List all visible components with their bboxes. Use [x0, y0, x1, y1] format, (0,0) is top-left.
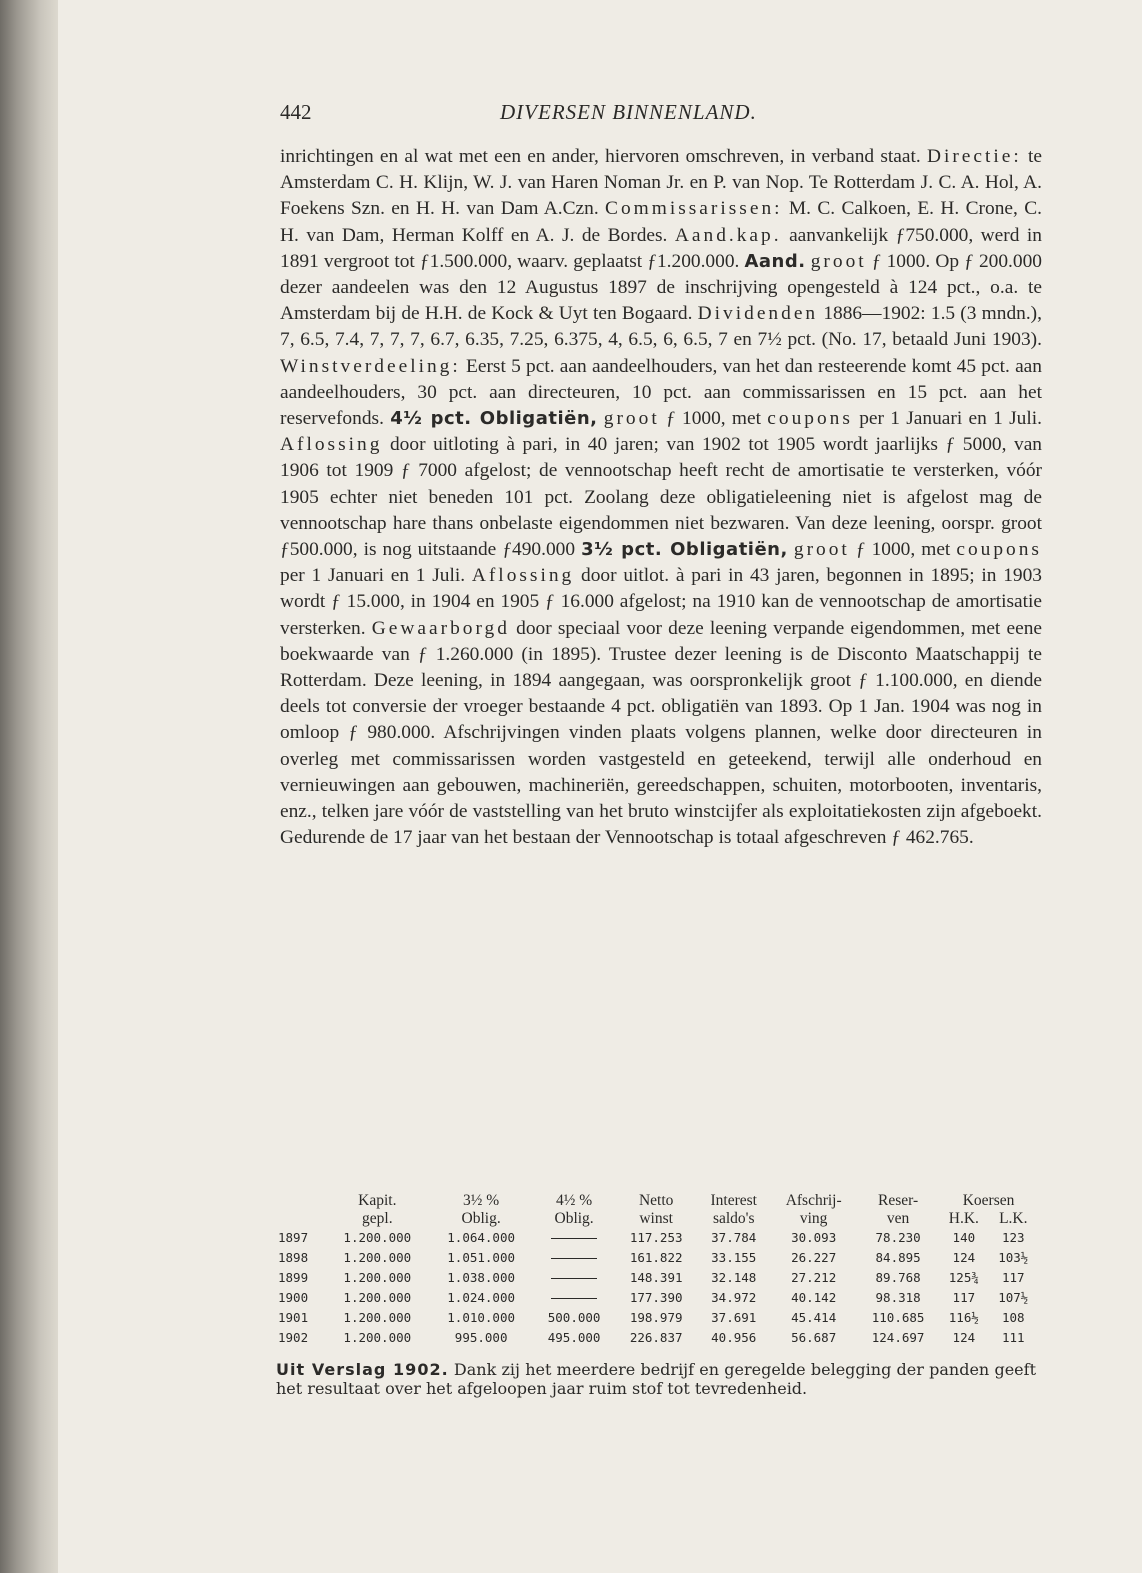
column-header — [276, 1210, 325, 1228]
empty-dash — [551, 1238, 597, 1239]
text-run: door uitloting à pari, in 40 jaren; van 1902 tot 1905 wordt jaarlijks ƒ 5000, van 1906 tot 1909 ƒ 7000 afgelost; de vennootschap heeft recht de amortisatie te versterken, vóór 1905 echter niet beneden 101 pct. Zoolang deze obligatieleening niet is afgelost mag de vennootschap hare thans onbelaste eigendommen niet bezwaren. Van deze leening, oorspr. groot ƒ500.000, is nog uitstaande ƒ490.000 — [280, 434, 1042, 561]
text-run: door speciaal voor deze leening verpande eigendommen, met eene boekwaarde van ƒ 1.260.000 (in 1895). Trustee dezer leening is de Disconto Maatschappij te Rotterdam. Deze leening, in 1894 aangegaan, was oorspronkelijk groot ƒ 1.100.000, en diende deels tot conversie der vroeger bestaande 4 pct. obligatiën van 1893. Op 1 Jan. 1904 was nog in omloop ƒ 980.000. Afschrijvingen vinden plaats volgens plannen, welke door directeuren in overleg met commissarissen worden vastgesteld en geteekend, terwijl alle onderhoud en vernieuwingen aan gebouwen, machineriën, gereedschappen, schuiten, motorbooten, inventaris, enz., telken jare vóór de vaststelling van het bruto winstcijfer als exploitatiekosten zijn afgeboekt. Gedurende de 17 jaar van het bestaan der Vennootschap is totaal afgeschreven ƒ 462.765. — [280, 617, 1042, 849]
table-cell: 226.837 — [629, 1330, 683, 1345]
heading-oblig-35: 3½ pct. Obligatiën, — [581, 539, 788, 561]
verslag-note — [276, 1360, 1036, 1398]
column-header: Reser- — [878, 1192, 919, 1209]
empty-dash — [551, 1278, 597, 1279]
table-header-row — [276, 1192, 1038, 1210]
table-cell: 108 — [1001, 1310, 1025, 1325]
main-paragraph — [280, 144, 1042, 851]
table-cell: 1900 — [278, 1290, 309, 1305]
column-header: Interest — [710, 1192, 757, 1209]
column-header: winst — [639, 1210, 673, 1227]
table-cell: 124 — [952, 1330, 976, 1345]
column-header: ven — [886, 1210, 910, 1227]
column-header: Koersen — [962, 1192, 1015, 1209]
table-body — [276, 1228, 1038, 1348]
table-row — [276, 1228, 1038, 1248]
text-run: inrichtingen en al wat met een en ander, hiervoren omschreven, in verband staat. — [280, 146, 927, 167]
page-header — [280, 100, 1040, 130]
table-cell: 1.200.000 — [343, 1290, 412, 1305]
text-run: ƒ 1000, met — [849, 539, 957, 561]
table-cell: 123 — [1001, 1230, 1025, 1245]
text-run: 1886—1902: 1.5 (3 mndn.), 7, 6.5, 7.4, 7, 7, 7, 6.7, 6.35, 7.25, 6.375, 4, 6.5, 6, 6.5, 7 en 7½ pct. (No. 17, betaald Juni 1903). — [280, 303, 1042, 351]
table-cell: 198.979 — [629, 1310, 683, 1325]
financial-table — [276, 1192, 1038, 1348]
label-coupons: coupons — [956, 539, 1042, 561]
table-cell: 33.155 — [711, 1250, 757, 1265]
empty-dash — [551, 1298, 597, 1299]
table-cell: 1.064.000 — [447, 1230, 515, 1245]
text-run: door uitlot. à pari in 43 jaren, begonnen in 1895; in 1903 wordt ƒ 15.000, in 1904 en 1905 ƒ 16.000 afgelost; na 1910 kan de vennootschap de amortisatie versterken. — [280, 565, 1042, 639]
heading-aand: Aand. — [744, 250, 806, 272]
table-cell — [533, 1288, 615, 1308]
column-header: Oblig. — [554, 1210, 594, 1227]
text-run: per 1 Januari en 1 Juli. — [280, 565, 472, 587]
table-cell: 1.024.000 — [447, 1290, 515, 1305]
empty-dash — [551, 1258, 597, 1259]
column-header: H.K. — [948, 1210, 979, 1227]
table-cell: 45.414 — [791, 1310, 837, 1325]
table-cell: 495.000 — [547, 1330, 601, 1345]
text-run: Eerst 5 pct. aan aandeelhouders, van het dan resteerende komt 45 pct. aan aandeelhouders, 30 pct. aan directeuren, 10 pct. aan commissarissen en 15 pct. aan het reservefonds. — [280, 355, 1042, 430]
column-header: ving — [799, 1210, 828, 1227]
column-header: 4½ % — [556, 1192, 593, 1209]
table-cell: 1898 — [278, 1250, 309, 1265]
table-cell: 117 — [952, 1290, 976, 1305]
table-cell: 37.691 — [711, 1310, 757, 1325]
table-cell: 1.051.000 — [447, 1250, 515, 1265]
table-cell: 78.230 — [875, 1230, 921, 1245]
table-cell: 161.822 — [629, 1250, 683, 1265]
table-cell: 1902 — [278, 1330, 309, 1345]
table-cell: 124.697 — [871, 1330, 925, 1345]
table-cell: 40.956 — [711, 1330, 757, 1345]
text-run: per 1 Januari en 1 Juli. — [852, 408, 1042, 430]
table-cell: 124 — [952, 1250, 976, 1265]
table-cell: 177.390 — [629, 1290, 683, 1305]
table-row — [276, 1308, 1038, 1328]
heading-oblig-45: 4½ pct. Obligatiën, — [390, 408, 598, 430]
label-gewaarborgd: Gewaarborgd — [371, 617, 510, 639]
label-groot: groot — [810, 250, 867, 272]
table-cell: 98.318 — [875, 1290, 921, 1305]
table-cell: 500.000 — [547, 1310, 601, 1325]
table-cell: 56.687 — [791, 1330, 837, 1345]
table-row — [276, 1248, 1038, 1268]
table-cell: 1.200.000 — [343, 1270, 412, 1285]
column-header: gepl. — [362, 1210, 393, 1227]
book-spine-shadow — [0, 0, 58, 1573]
table-cell: 1901 — [278, 1310, 309, 1325]
verslag-text: Dank zij het meerdere bedrijf en geregelde belegging der panden geeft het resultaat over het afgeloopen jaar ruim stof tot tevredenheid. — [276, 1360, 1036, 1398]
text-run: te Amsterdam C. H. Klijn, W. J. van Haren Noman Jr. en P. van Nop. Te Rotterdam J. C. A. Hol, A. Foekens Szn. en H. H. van Dam A.Czn. — [280, 146, 1042, 220]
text-run: M. C. Calkoen, E. H. Crone, C. H. van Dam, Herman Kolff en A. J. de Bordes. — [280, 198, 1042, 246]
label-groot: groot — [793, 539, 850, 561]
table-row — [276, 1268, 1038, 1288]
label-aand-kap: Aand.kap. — [674, 224, 782, 246]
column-header: Netto — [638, 1192, 674, 1209]
label-directie: Directie: — [926, 146, 1022, 167]
table-row — [276, 1328, 1038, 1348]
table-cell: 117 — [1001, 1270, 1025, 1285]
running-title: DIVERSEN BINNENLAND. — [500, 100, 757, 124]
table-cell: 148.391 — [629, 1270, 683, 1285]
table-cell: 1899 — [278, 1270, 309, 1285]
table-cell: 107½ — [998, 1290, 1029, 1305]
table-cell: 89.768 — [875, 1270, 921, 1285]
text-run: ƒ 1000, met — [659, 408, 768, 430]
table-cell: 1.200.000 — [343, 1310, 412, 1325]
label-aflossing: Aflossing — [280, 434, 383, 456]
label-winstverdeeling: Winstverdeeling: — [280, 355, 461, 377]
text-run: ƒ 1000. Op ƒ 200.000 dezer aandeelen was den 12 Augustus 1897 de inschrijving opengesteld à 124 pct., o.a. te Amsterdam bij de H.H. de Kock & Uyt ten Bogaard. — [280, 250, 1042, 325]
table-cell: 30.093 — [791, 1230, 837, 1245]
table-cell: 27.212 — [791, 1270, 837, 1285]
table-cell: 995.000 — [454, 1330, 508, 1345]
table-cell: 1.200.000 — [343, 1330, 412, 1345]
column-header: 3½ % — [463, 1192, 500, 1209]
label-commissarissen: Commissarissen: — [605, 198, 783, 220]
table-cell: 34.972 — [711, 1290, 757, 1305]
table-cell: 32.148 — [711, 1270, 757, 1285]
table-cell: 110.685 — [871, 1310, 925, 1325]
table-cell: 26.227 — [791, 1250, 837, 1265]
table-cell: 125¾ — [948, 1270, 979, 1285]
table-cell: 40.142 — [791, 1290, 837, 1305]
table-header-row — [276, 1210, 1038, 1228]
table-cell: 140 — [952, 1230, 976, 1245]
table-cell: 103½ — [998, 1250, 1029, 1265]
body-text — [280, 144, 1042, 851]
table-cell: 1.200.000 — [343, 1250, 412, 1265]
column-header: Kapit. — [358, 1192, 397, 1209]
table-cell: 1897 — [278, 1230, 309, 1245]
table-cell: 1.010.000 — [447, 1310, 515, 1325]
table-cell: 1.200.000 — [343, 1230, 412, 1245]
table-row — [276, 1288, 1038, 1308]
column-header: L.K. — [999, 1210, 1028, 1227]
column-header — [276, 1192, 325, 1210]
text-run: aanvankelijk ƒ750.000, werd in 1891 vergroot tot ƒ1.500.000, waarv. geplaatst ƒ1.200.000. — [280, 224, 1042, 272]
table-cell: 37.784 — [711, 1230, 757, 1245]
label-groot: groot — [603, 408, 660, 430]
table-cell: 117.253 — [629, 1230, 683, 1245]
label-dividenden: Dividenden — [697, 303, 819, 325]
page-number: 442 — [280, 100, 312, 124]
label-aflossing: Aflossing — [471, 565, 575, 587]
table-cell: 111 — [1001, 1330, 1025, 1345]
table-cell — [533, 1228, 615, 1248]
table-cell — [533, 1268, 615, 1288]
column-header: Afschrij- — [785, 1192, 842, 1209]
label-coupons: coupons — [767, 408, 853, 430]
table-cell: 84.895 — [875, 1250, 921, 1265]
verslag-heading: Uit Verslag 1902. — [276, 1360, 449, 1379]
table-cell: 1.038.000 — [447, 1270, 515, 1285]
column-header: saldo's — [712, 1210, 755, 1227]
column-header: Oblig. — [461, 1210, 501, 1227]
table-cell — [533, 1248, 615, 1268]
table-cell: 116½ — [948, 1310, 979, 1325]
